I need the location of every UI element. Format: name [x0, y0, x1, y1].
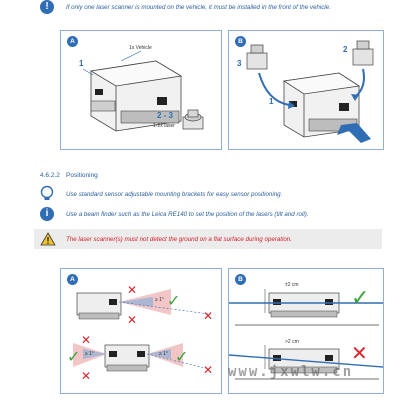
vehicle-mounting-illustration: [229, 31, 383, 149]
warning-triangle-icon: [40, 232, 56, 246]
cross-icon: ✕: [203, 363, 214, 377]
marker-2-3: 2 - 3: [157, 111, 174, 120]
clearance-ok-label: ±2 cm: [285, 282, 299, 288]
check-icon: ✓: [67, 349, 81, 366]
info-icon: i: [40, 207, 54, 221]
marker-1: 1: [79, 59, 84, 68]
figure-top-panel-b: [228, 30, 384, 150]
figure-top-panel-a: [60, 30, 222, 150]
check-icon: ✓: [175, 349, 189, 366]
cross-icon: ✕: [81, 333, 92, 347]
watermark: www.jxwlw.cn: [228, 364, 354, 380]
vehicle-label: 1x Vehicle: [129, 45, 152, 51]
check-icon: ✓: [351, 285, 370, 310]
figure-bottom-panel-a: [60, 268, 222, 394]
lightbulb-icon: [40, 186, 54, 202]
laser-label: 1-2x laser: [153, 123, 175, 129]
cross-icon: ✕: [203, 309, 214, 323]
cross-icon: ✕: [127, 283, 138, 297]
marker-1b: 1: [269, 97, 274, 106]
angle-label-1: ≥ 1°: [155, 297, 164, 303]
marker-2: 2: [343, 45, 348, 54]
panel-badge-a-bottom: A: [67, 274, 78, 285]
section-number: 4.6.2.2: [40, 172, 60, 179]
tip-text-1: Use standard sensor adjustable mounting brackets for easy sensor positioning.: [66, 191, 283, 198]
panel-badge-a: A: [67, 36, 78, 47]
warning-text: The laser scanner(s) must not detect the ground on a flat surface during operation.: [66, 236, 292, 243]
cross-icon: ✕: [127, 313, 138, 327]
laser-scanner-illustration: [179, 107, 209, 133]
clearance-bad-label: >2 cm: [285, 339, 299, 345]
tip-text-2: Use a beam finder such as the Leica RE140 to set the position of the lasers (tilt and roll).: [66, 211, 309, 218]
angle-label-3: ≥ 1°: [159, 351, 168, 357]
check-icon: ✓: [167, 293, 181, 310]
marker-3: 3: [237, 59, 242, 68]
panel-badge-b: B: [235, 36, 246, 47]
cross-icon: ✕: [351, 343, 368, 365]
panel-badge-b-bottom: B: [235, 274, 246, 285]
angle-label-2: ≥ 1°: [85, 351, 94, 357]
cross-icon: ✕: [81, 369, 92, 383]
top-note-text: If only one laser scanner is mounted on the vehicle, it must be installed in the front of the vehicle.: [66, 4, 331, 11]
exclamation-icon: !: [40, 0, 54, 14]
section-title: Positioning: [66, 172, 98, 179]
